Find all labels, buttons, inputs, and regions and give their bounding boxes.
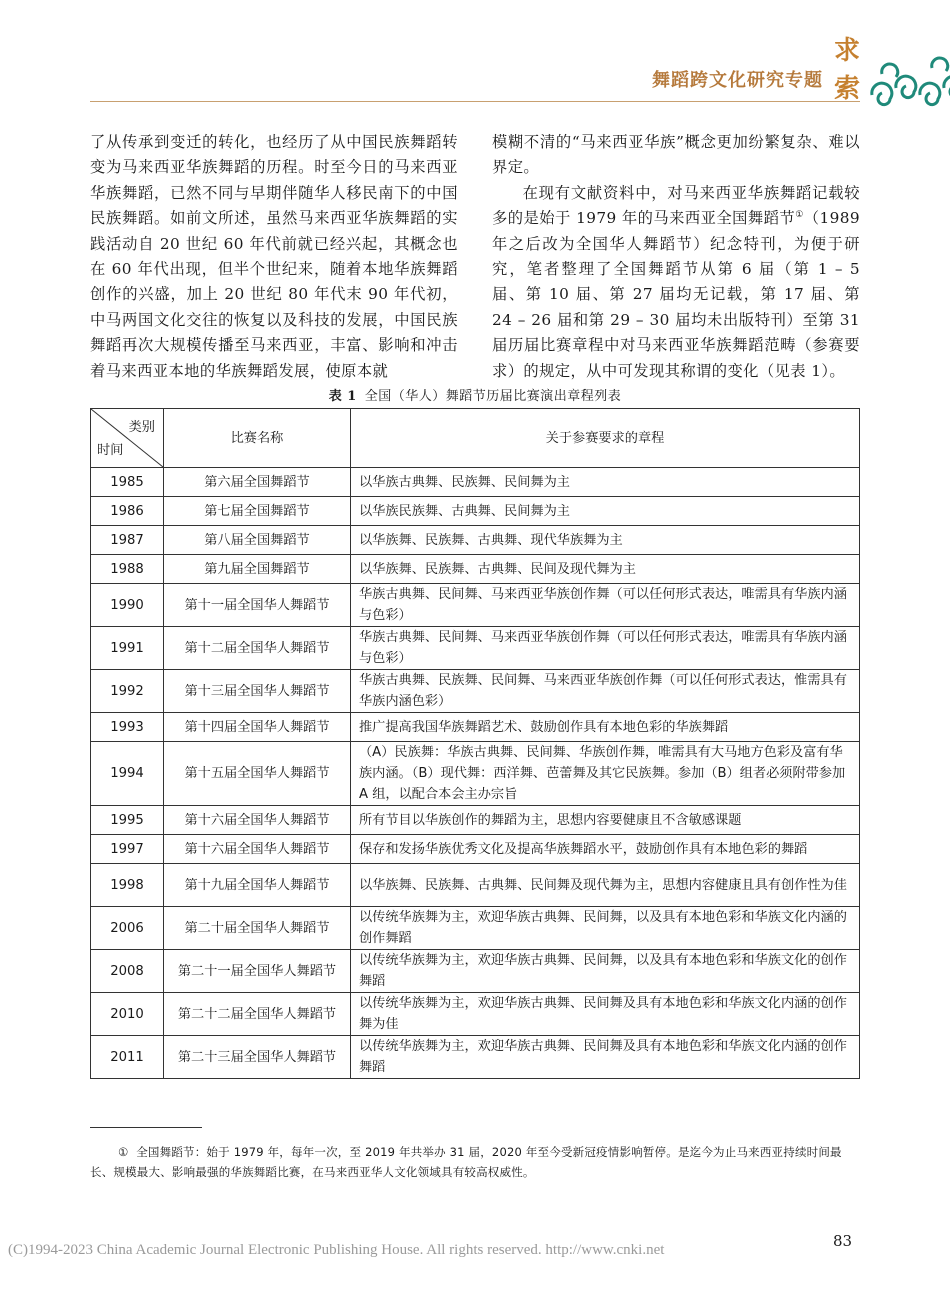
footnote-ref[interactable]: ① (795, 210, 804, 221)
table-row (91, 670, 860, 713)
header-competition-name: 比赛名称 (164, 409, 351, 468)
competition-rules-table (90, 408, 860, 1079)
year-cell: 1990 (91, 584, 164, 627)
table-label: 表 1 (328, 389, 357, 404)
diagonal-header-cell (91, 409, 164, 468)
cloud-swirl-icon (862, 50, 950, 120)
competition-name-cell: 第十五届全国华人舞蹈节 (164, 742, 351, 806)
footnote-text: 全国舞蹈节：始于 1979 年，每年一次，至 2019 年共举办 31 届，2020 年至今受新冠疫情影响暂停。是迄今为止马来西亚持续时间最长、规模最大、影响最强的华族舞蹈比赛，在马来西亚华人文化领域具有较高权威性。 (90, 1145, 842, 1179)
rule-cell: 华族古典舞、民族舞、民间舞、马来西亚华族创作舞（可以任何形式表达，惟需具有华族内涵色彩） (351, 670, 860, 713)
year-cell: 1987 (91, 526, 164, 555)
competition-name-cell: 第二十一届全国华人舞蹈节 (164, 950, 351, 993)
year-cell: 2008 (91, 950, 164, 993)
year-cell: 1993 (91, 713, 164, 742)
year-cell: 1998 (91, 864, 164, 907)
table-row (91, 584, 860, 627)
body-paragraph (492, 181, 860, 384)
page-number: 83 (833, 1232, 853, 1250)
competition-name-cell: 第十二届全国华人舞蹈节 (164, 627, 351, 670)
rule-cell: 所有节目以华族创作的舞蹈为主，思想内容要健康且不含敏感课题 (351, 806, 860, 835)
journal-section-title: 舞蹈跨文化研究专题 (652, 70, 823, 91)
year-cell: 1994 (91, 742, 164, 806)
table-row (91, 907, 860, 950)
table-row (91, 950, 860, 993)
competition-name-cell: 第九届全国舞蹈节 (164, 555, 351, 584)
table-row (91, 526, 860, 555)
competition-name-cell: 第二十届全国华人舞蹈节 (164, 907, 351, 950)
body-paragraph: 了从传承到变迁的转化，也经历了从中国民族舞蹈转变为马来西亚华族舞蹈的历程。时至今日的马来西亚华族舞蹈，已然不同与早期伴随华人移民南下的中国民族舞蹈。如前文所述，虽然马来西亚华族舞蹈的实践活动自 20 世纪 60 年代前就已经兴起，其概念也在 60 年代出现，但半个世纪来，随着本地华族舞蹈创作的兴盛，加上 20 世纪 80 年代末 90 年代初，中马两国文化交往的恢复以及科技的发展，中国民族舞蹈再次大规模传播至马来西亚，丰富、影响和冲击着马来西亚本地的华族舞蹈发展，使原本就 (90, 133, 458, 380)
table-row (91, 806, 860, 835)
year-cell: 2010 (91, 993, 164, 1036)
table-row (91, 864, 860, 907)
table-row (91, 835, 860, 864)
footnote-marker: ① (118, 1145, 129, 1159)
rule-cell: 以华族舞、民族舞、古典舞、现代华族舞为主 (351, 526, 860, 555)
competition-name-cell: 第七届全国舞蹈节 (164, 497, 351, 526)
table-row (91, 468, 860, 497)
competition-name-cell: 第二十三届全国华人舞蹈节 (164, 1036, 351, 1079)
copyright-notice: (C)1994-2023 China Academic Journal Electronic Publishing House. All rights reserved. http://www.cnki.net (8, 1242, 665, 1258)
table-header-row (91, 409, 860, 468)
left-column (90, 130, 458, 384)
table-row (91, 1036, 860, 1079)
header-time: 时间 (97, 443, 124, 458)
competition-name-cell: 第十三届全国华人舞蹈节 (164, 670, 351, 713)
header-category: 类别 (128, 420, 155, 435)
table-caption (90, 385, 860, 404)
rule-cell: 以传统华族舞为主，欢迎华族古典舞、民间舞，以及具有本地色彩和华族文化的创作舞蹈 (351, 950, 860, 993)
body-text: 在现有文献资料中，对马来西亚华族舞蹈记载较多的是始于 1979 年的马来西亚全国舞蹈节 (492, 183, 860, 228)
rule-cell: 以华族舞、民族舞、古典舞、民间及现代舞为主 (351, 555, 860, 584)
header-rules: 关于参赛要求的章程 (351, 409, 860, 468)
rule-cell: 以华族民族舞、古典舞、民间舞为主 (351, 497, 860, 526)
seal-char-2: 索 (834, 74, 861, 104)
year-cell: 1997 (91, 835, 164, 864)
footnote (90, 1142, 860, 1182)
competition-name-cell: 第二十二届全国华人舞蹈节 (164, 993, 351, 1036)
rule-cell: （A）民族舞：华族古典舞、民间舞、华族创作舞，唯需具有大马地方色彩及富有华族内涵。（B）现代舞：西洋舞、芭蕾舞及其它民族舞。参加（B）组者必须附带参加 A 组，以配合本会主办宗旨 (351, 742, 860, 806)
rule-cell: 以传统华族舞为主，欢迎华族古典舞、民间舞，以及具有本地色彩和华族文化内涵的创作舞蹈 (351, 907, 860, 950)
rule-cell: 以华族舞、民族舞、古典舞、民间舞及现代舞为主，思想内容健康且具有创作性为佳 (351, 864, 860, 907)
right-column (492, 130, 860, 384)
rule-cell: 华族古典舞、民间舞、马来西亚华族创作舞（可以任何形式表达，唯需具有华族内涵与色彩） (351, 627, 860, 670)
year-cell: 1991 (91, 627, 164, 670)
year-cell: 1995 (91, 806, 164, 835)
year-cell: 1986 (91, 497, 164, 526)
year-cell: 1992 (91, 670, 164, 713)
rule-cell: 推广提高我国华族舞蹈艺术、鼓励创作具有本地色彩的华族舞蹈 (351, 713, 860, 742)
competition-name-cell: 第十六届全国华人舞蹈节 (164, 806, 351, 835)
table-row (91, 993, 860, 1036)
table-body (91, 468, 860, 1079)
competition-name-cell: 第十一届全国华人舞蹈节 (164, 584, 351, 627)
competition-name-cell: 第十四届全国华人舞蹈节 (164, 713, 351, 742)
rule-cell: 以传统华族舞为主，欢迎华族古典舞、民间舞及具有本地色彩和华族文化内涵的创作舞蹈 (351, 1036, 860, 1079)
rule-cell: 华族古典舞、民间舞、马来西亚华族创作舞（可以任何形式表达，唯需具有华族内涵与色彩） (351, 584, 860, 627)
table-row (91, 497, 860, 526)
rule-cell: 保存和发扬华族优秀文化及提高华族舞蹈水平，鼓励创作具有本地色彩的舞蹈 (351, 835, 860, 864)
year-cell: 1985 (91, 468, 164, 497)
body-paragraph: 模糊不清的“马来西亚华族”概念更加纷繁复杂、难以界定。 (492, 133, 860, 177)
table-row (91, 713, 860, 742)
table-caption-text: 全国（华人）舞蹈节历届比赛演出章程列表 (364, 389, 622, 404)
competition-name-cell: 第六届全国舞蹈节 (164, 468, 351, 497)
body-text: （1989 年之后改为全国华人舞蹈节）纪念特刊，为便于研究，笔者整理了全国舞蹈节从第 6 届（第 1 – 5 届、第 10 届、第 27 届均无记载，第 17 届、第 24 – 26 届和第 29 – 30 届均未出版特刊）至第 31 届历届比赛章程中对马来西亚华族舞蹈范畴（参赛要求）的规定，从中可发现其称谓的变化（见表 1）。 (492, 209, 860, 380)
table-row (91, 627, 860, 670)
year-cell: 2011 (91, 1036, 164, 1079)
competition-name-cell: 第八届全国舞蹈节 (164, 526, 351, 555)
rule-cell: 以华族古典舞、民族舞、民间舞为主 (351, 468, 860, 497)
year-cell: 1988 (91, 555, 164, 584)
table-row (91, 555, 860, 584)
footnote-rule (90, 1127, 202, 1128)
competition-name-cell: 第十六届全国华人舞蹈节 (164, 835, 351, 864)
header-rule (90, 101, 860, 102)
seal-char-1: 求 (834, 36, 861, 66)
year-cell: 2006 (91, 907, 164, 950)
competition-name-cell: 第十九届全国华人舞蹈节 (164, 864, 351, 907)
rule-cell: 以传统华族舞为主，欢迎华族古典舞、民间舞及具有本地色彩和华族文化内涵的创作舞为佳 (351, 993, 860, 1036)
table-row (91, 742, 860, 806)
